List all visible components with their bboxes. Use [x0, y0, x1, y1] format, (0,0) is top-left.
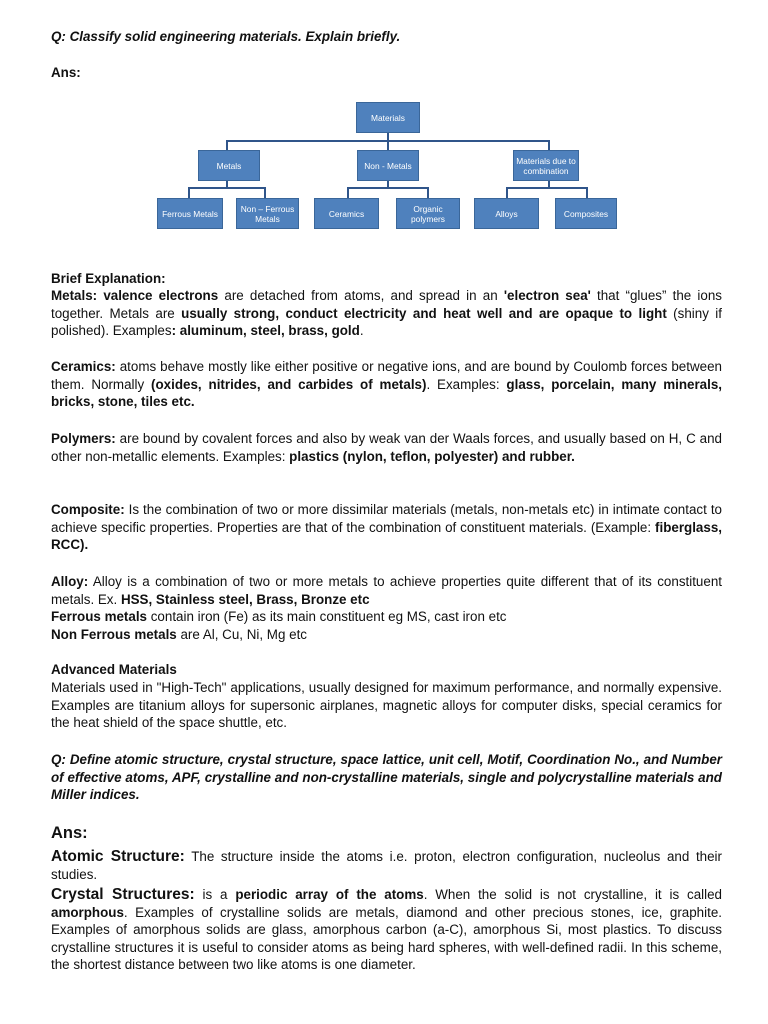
connector [387, 140, 389, 150]
node-materials-due-to-combination: Materials due to combination [513, 150, 579, 181]
node-materials: Materials [356, 102, 420, 133]
connector [188, 187, 266, 189]
metals-paragraph: Metals: valence electrons are detached from atoms, and spread in an 'electron sea' that “glues” the ions together. Metals are usually strong, conduct electricity and heat well and are opaque to light (shiny if polished). Examples: aluminum, steel, brass, gold. [51, 288, 723, 338]
node-alloys: Alloys [474, 198, 539, 229]
advanced-heading: Advanced Materials [51, 662, 177, 677]
answer-label-2: Ans: [51, 824, 88, 842]
node-non-ferrous-metals: Non – Ferrous Metals [236, 198, 299, 229]
crystal-paragraph: Crystal Structures: is a periodic array of the atoms. When the solid is not crystalline, it is called amorphous. Examples of crystalline solids are metals, diamond and other precious stones, ice, graphite. Examples of amorphous solids are glass, amorphous carbon (a-C), amorphous Si, most plastics. To discuss crystalline structures it is useful to consider atoms as being hard spheres, with well-defined radii. In this scheme, the shortest distance between two like atoms is one diameter. [51, 886, 722, 972]
node-composites: Composites [555, 198, 617, 229]
atomic-paragraph: Atomic Structure: The structure inside the atoms i.e. proton, electron configuration, nucleolus and their studies. [51, 848, 722, 882]
node-organic-polymers: Organic polymers [396, 198, 460, 229]
answer-label-1: Ans: [51, 65, 81, 80]
question-2: Q: Define atomic structure, crystal structure, space lattice, unit cell, Motif, Coordination No., and Number of effective atoms, APF, crystalline and non-crystalline materials, single and polycrystalline materials and Miller indices. [51, 752, 722, 802]
polymers-paragraph: Polymers: are bound by covalent forces and also by weak van der Waals forces, and usually based on H, C and other non-metallic elements. Examples: plastics (nylon, teflon, polyester) and rubber. [51, 431, 722, 464]
node-ferrous-metals: Ferrous Metals [157, 198, 223, 229]
brief-heading: Brief Explanation: [51, 271, 166, 286]
alloy-paragraph: Alloy: Alloy is a combination of two or more metals to achieve properties quite different that of its constituent metals. Ex. HSS, Stainless steel, Brass, Bronze etc [51, 574, 722, 607]
question-1: Q: Classify solid engineering materials. Explain briefly. [51, 29, 401, 44]
materials-classification-diagram [155, 100, 620, 235]
node-metals: Metals [198, 150, 260, 181]
connector [548, 140, 550, 150]
node-non-metals: Non - Metals [357, 150, 419, 181]
connector [347, 187, 429, 189]
connector [226, 140, 228, 150]
composite-paragraph: Composite: Is the combination of two or more dissimilar materials (metals, non-metals etc) in intimate contact to achieve specific properties. Properties are that of the combination of constituent materials. (Example: fiberglass, RCC). [51, 502, 722, 552]
ceramics-paragraph: Ceramics: atoms behave mostly like either positive or negative ions, and are bound by Coulomb forces between them. Normally (oxides, nitrides, and carbides of metals). Examples: glass, porcelain, many minerals, bricks, stone, tiles etc. [51, 359, 722, 409]
nonferrous-line: Non Ferrous metals are Al, Cu, Ni, Mg etc [51, 627, 307, 642]
connector [506, 187, 588, 189]
node-ceramics: Ceramics [314, 198, 379, 229]
ferrous-line: Ferrous metals contain iron (Fe) as its main constituent eg MS, cast iron etc [51, 609, 507, 624]
advanced-body: Materials used in "High-Tech" applications, usually designed for maximum performance, and normally expensive. Examples are titanium alloys for supersonic airplanes, magnetic alloys for computer disks, special ceramics for the heat shield of the space shuttle, etc. [51, 680, 722, 730]
